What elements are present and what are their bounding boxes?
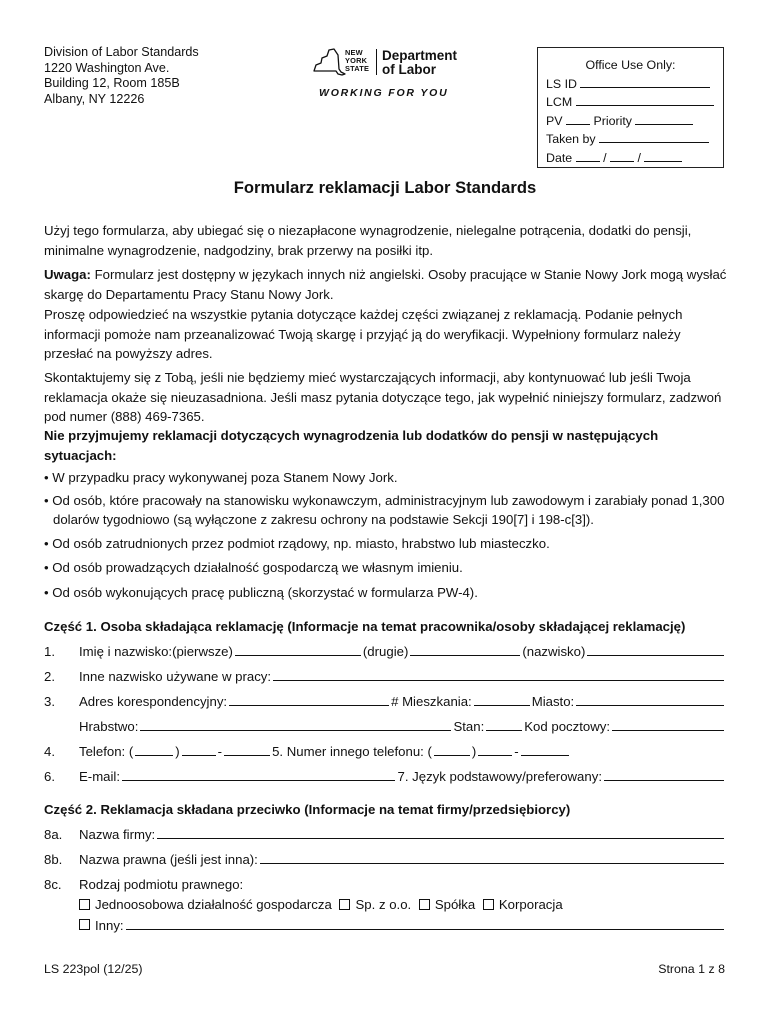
- address-line: 1220 Washington Ave.: [44, 60, 170, 75]
- item-number: 4.: [44, 744, 55, 759]
- office-lcm-row: [546, 93, 715, 112]
- exclusion-bullet: • Od osób zatrudnionych przez podmiot rządowy, np. miasto, hrabstwo lub miasteczko.: [44, 536, 550, 551]
- entity-type-options: [79, 897, 563, 912]
- office-date-row: [546, 149, 715, 168]
- lcm-field[interactable]: [576, 93, 714, 106]
- phone-prefix-field[interactable]: [182, 743, 216, 756]
- option-label: Korporacja: [498, 897, 563, 912]
- date-day-field[interactable]: [610, 149, 634, 162]
- option-label: Spółka: [434, 897, 476, 912]
- corporation-checkbox[interactable]: [483, 899, 494, 910]
- legal-name-label: Nazwa prawna (jeśli jest inna):: [79, 852, 258, 867]
- pv-field[interactable]: [566, 112, 590, 125]
- page-number: Strona 1 z 8: [658, 962, 725, 976]
- first-name-label: Imię i nazwisko:(pierwsze): [79, 644, 233, 659]
- item-number: 6.: [44, 769, 55, 784]
- legal-name-row: [44, 851, 726, 867]
- entity-type-row: [44, 877, 726, 892]
- ny-state-map-icon: [312, 47, 348, 77]
- partnership-checkbox[interactable]: [419, 899, 430, 910]
- form-id: LS 223pol (12/25): [44, 962, 143, 976]
- apartment-field[interactable]: [474, 693, 530, 706]
- state-field[interactable]: [486, 718, 522, 731]
- entity-type-label: Rodzaj podmiotu prawnego:: [79, 877, 244, 892]
- apartment-label: # Mieszkania:: [391, 694, 472, 709]
- part1-heading: Część 1. Osoba składająca reklamację (Informacje na temat pracownika/osoby składającej reklamację): [44, 619, 686, 634]
- name-row: [44, 643, 726, 659]
- city-label: Miasto:: [531, 694, 575, 709]
- phone-label: Telefon: (: [79, 744, 134, 759]
- address-line: Building 12, Room 185B: [44, 76, 180, 90]
- logo-state-line: NEW: [345, 48, 363, 57]
- other-entity-checkbox[interactable]: [79, 919, 90, 930]
- item-number: 8c.: [44, 877, 62, 892]
- last-name-field[interactable]: [587, 643, 724, 656]
- middle-name-field[interactable]: [410, 643, 520, 656]
- phone-line-field[interactable]: [224, 743, 270, 756]
- lcm-label: LCM: [546, 95, 573, 110]
- language-field[interactable]: [604, 768, 724, 781]
- logo-tagline: WORKING FOR YOU: [319, 87, 449, 99]
- other-names-label: Inne nazwisko używane w pracy:: [79, 669, 272, 684]
- item-number: 2.: [44, 669, 55, 684]
- other-entity-field[interactable]: [126, 917, 724, 930]
- zip-label: Kod pocztowy:: [524, 719, 610, 734]
- item-number: 1.: [44, 644, 55, 659]
- other-phone-line-field[interactable]: [521, 743, 569, 756]
- note-text: Formularz jest dostępny w językach innych niż angielski. Osoby pracujące w Stanie Nowy Jork mogą wysłać skargę do Departamentu Pracy Stanu Nowy Jork.: [44, 267, 727, 302]
- company-name-label: Nazwa firmy:: [79, 827, 156, 842]
- other-names-row: [44, 668, 726, 684]
- mailing-address-label: Adres korespondencyjny:: [79, 694, 228, 709]
- email-label: E-mail:: [79, 769, 121, 784]
- phone-area-field[interactable]: [135, 743, 173, 756]
- logo-state-line: YORK: [345, 56, 368, 65]
- logo-dept-line: Department: [382, 48, 458, 63]
- company-name-field[interactable]: [157, 826, 724, 839]
- dash: -: [514, 744, 519, 759]
- item-number: 8b.: [44, 852, 63, 867]
- address-line: Division of Labor Standards: [44, 45, 199, 59]
- priority-label: Priority: [593, 113, 632, 128]
- llc-checkbox[interactable]: [339, 899, 350, 910]
- logo-department-text: [382, 49, 457, 77]
- sole-proprietorship-checkbox[interactable]: [79, 899, 90, 910]
- instructions-paragraph: Proszę odpowiedzieć na wszystkie pytania dotyczące każdej części związanej z reklamacją. Podanie pełnych informacji pomoże nam przeanalizować Twoją skargę i przyjąć ją do weryfikacji. Wypełniony formularz należy przesłać na powyższy adres.: [44, 307, 683, 361]
- state-label: Stan:: [453, 719, 485, 734]
- exclusions-heading: Nie przyjmujemy reklamacji dotyczących wynagrodzenia lub dodatków do pensji w następujących sytuacjach:: [44, 428, 659, 463]
- email-row: [44, 768, 726, 784]
- city-field[interactable]: [576, 693, 724, 706]
- ls-id-field[interactable]: [580, 75, 710, 88]
- exclusion-bullet: • W przypadku pracy wykonywanej poza Stanem Nowy Jork.: [44, 470, 398, 485]
- mailing-address-field[interactable]: [229, 693, 389, 706]
- office-use-box: [537, 47, 724, 168]
- last-name-label: (nazwisko): [522, 644, 586, 659]
- exclusion-bullet: • Od osób prowadzących działalność gospodarczą we własnym imieniu.: [44, 560, 463, 575]
- priority-field[interactable]: [635, 112, 693, 125]
- pv-label: PV: [546, 113, 563, 128]
- other-phone-prefix-field[interactable]: [478, 743, 512, 756]
- logo-dept-line: of Labor: [382, 62, 436, 77]
- agency-address: [44, 45, 199, 107]
- note-paragraph: [44, 265, 730, 304]
- address-row: [44, 693, 726, 709]
- zip-field[interactable]: [612, 718, 724, 731]
- county-field[interactable]: [140, 718, 451, 731]
- county-row: [44, 718, 726, 734]
- other-phone-label: 5. Numer innego telefonu: (: [272, 744, 432, 759]
- part2-heading: Część 2. Reklamacja składana przeciwko (Informacje na temat firmy/przedsiębiorcy): [44, 802, 571, 817]
- date-month-field[interactable]: [576, 149, 600, 162]
- other-names-field[interactable]: [273, 668, 724, 681]
- paren-close: ): [471, 744, 477, 759]
- form-title: Formularz reklamacji Labor Standards: [233, 178, 537, 197]
- note-label: Uwaga:: [44, 267, 91, 282]
- email-field[interactable]: [122, 768, 395, 781]
- company-name-row: [44, 826, 726, 842]
- middle-name-label: (drugie): [362, 644, 409, 659]
- paren-close: ): [175, 744, 180, 759]
- logo-state-line: STATE: [345, 64, 370, 73]
- date-slash: /: [637, 150, 641, 165]
- office-taken-by-row: [546, 130, 715, 149]
- logo-divider: [376, 49, 377, 75]
- date-label: Date: [546, 150, 573, 165]
- office-pv-row: [546, 112, 715, 131]
- office-ls-id-row: [546, 75, 715, 94]
- option-label: Jednoosobowa działalność gospodarcza: [95, 897, 332, 912]
- other-entity-label: Inny:: [95, 918, 124, 933]
- exclusion-bullet: • Od osób wykonujących pracę publiczną (skorzystać w formularza PW-4).: [44, 585, 478, 600]
- item-number: 3.: [44, 694, 55, 709]
- office-use-title: Office Use Only:: [585, 58, 676, 72]
- legal-name-field[interactable]: [260, 851, 724, 864]
- ls-id-label: LS ID: [546, 76, 577, 91]
- intro-paragraph: Użyj tego formularza, aby ubiegać się o niezapłacone wynagrodzenie, nielegalne potrącenia, dodatki do pensji, minimalne wynagrodzenie, nadgodziny, brak przerwy na posiłki itp.: [44, 223, 692, 258]
- other-entity-row: [79, 917, 726, 933]
- taken-by-field[interactable]: [599, 130, 709, 143]
- taken-by-label: Taken by: [546, 132, 596, 147]
- option-label: Sp. z o.o.: [355, 897, 412, 912]
- county-label: Hrabstwo:: [79, 719, 139, 734]
- address-line: Albany, NY 12226: [44, 91, 145, 106]
- logo-state-text: [345, 49, 369, 73]
- dash: -: [217, 744, 223, 759]
- nys-dol-logo: [312, 47, 462, 99]
- language-label: 7. Język podstawowy/preferowany:: [397, 769, 602, 784]
- date-year-field[interactable]: [644, 149, 682, 162]
- first-name-field[interactable]: [235, 643, 361, 656]
- date-slash: /: [603, 150, 607, 165]
- exclusion-bullet: • Od osób, które pracowały na stanowisku wykonawczym, administracyjnym lub zawodowym i zarabiały ponad 1,300 dolarów tygodniowo (są wyłączone z zakresu ochrony na podstawie Sekcji 190[7] i 198-c[3]).: [44, 493, 725, 527]
- phone-row: [44, 743, 726, 759]
- item-number: 8a.: [44, 827, 63, 842]
- contact-paragraph: Skontaktujemy się z Tobą, jeśli nie będziemy mieć wystarczających informacji, aby kontynuować lub jeśli Twoja reklamacja okaże się nieuzasadniona. Jeśli masz pytania dotyczące tego, jak wypełnić niniejszy formularz, zadzwoń pod numer (888) 469-7365.: [44, 370, 722, 424]
- other-phone-area-field[interactable]: [434, 743, 470, 756]
